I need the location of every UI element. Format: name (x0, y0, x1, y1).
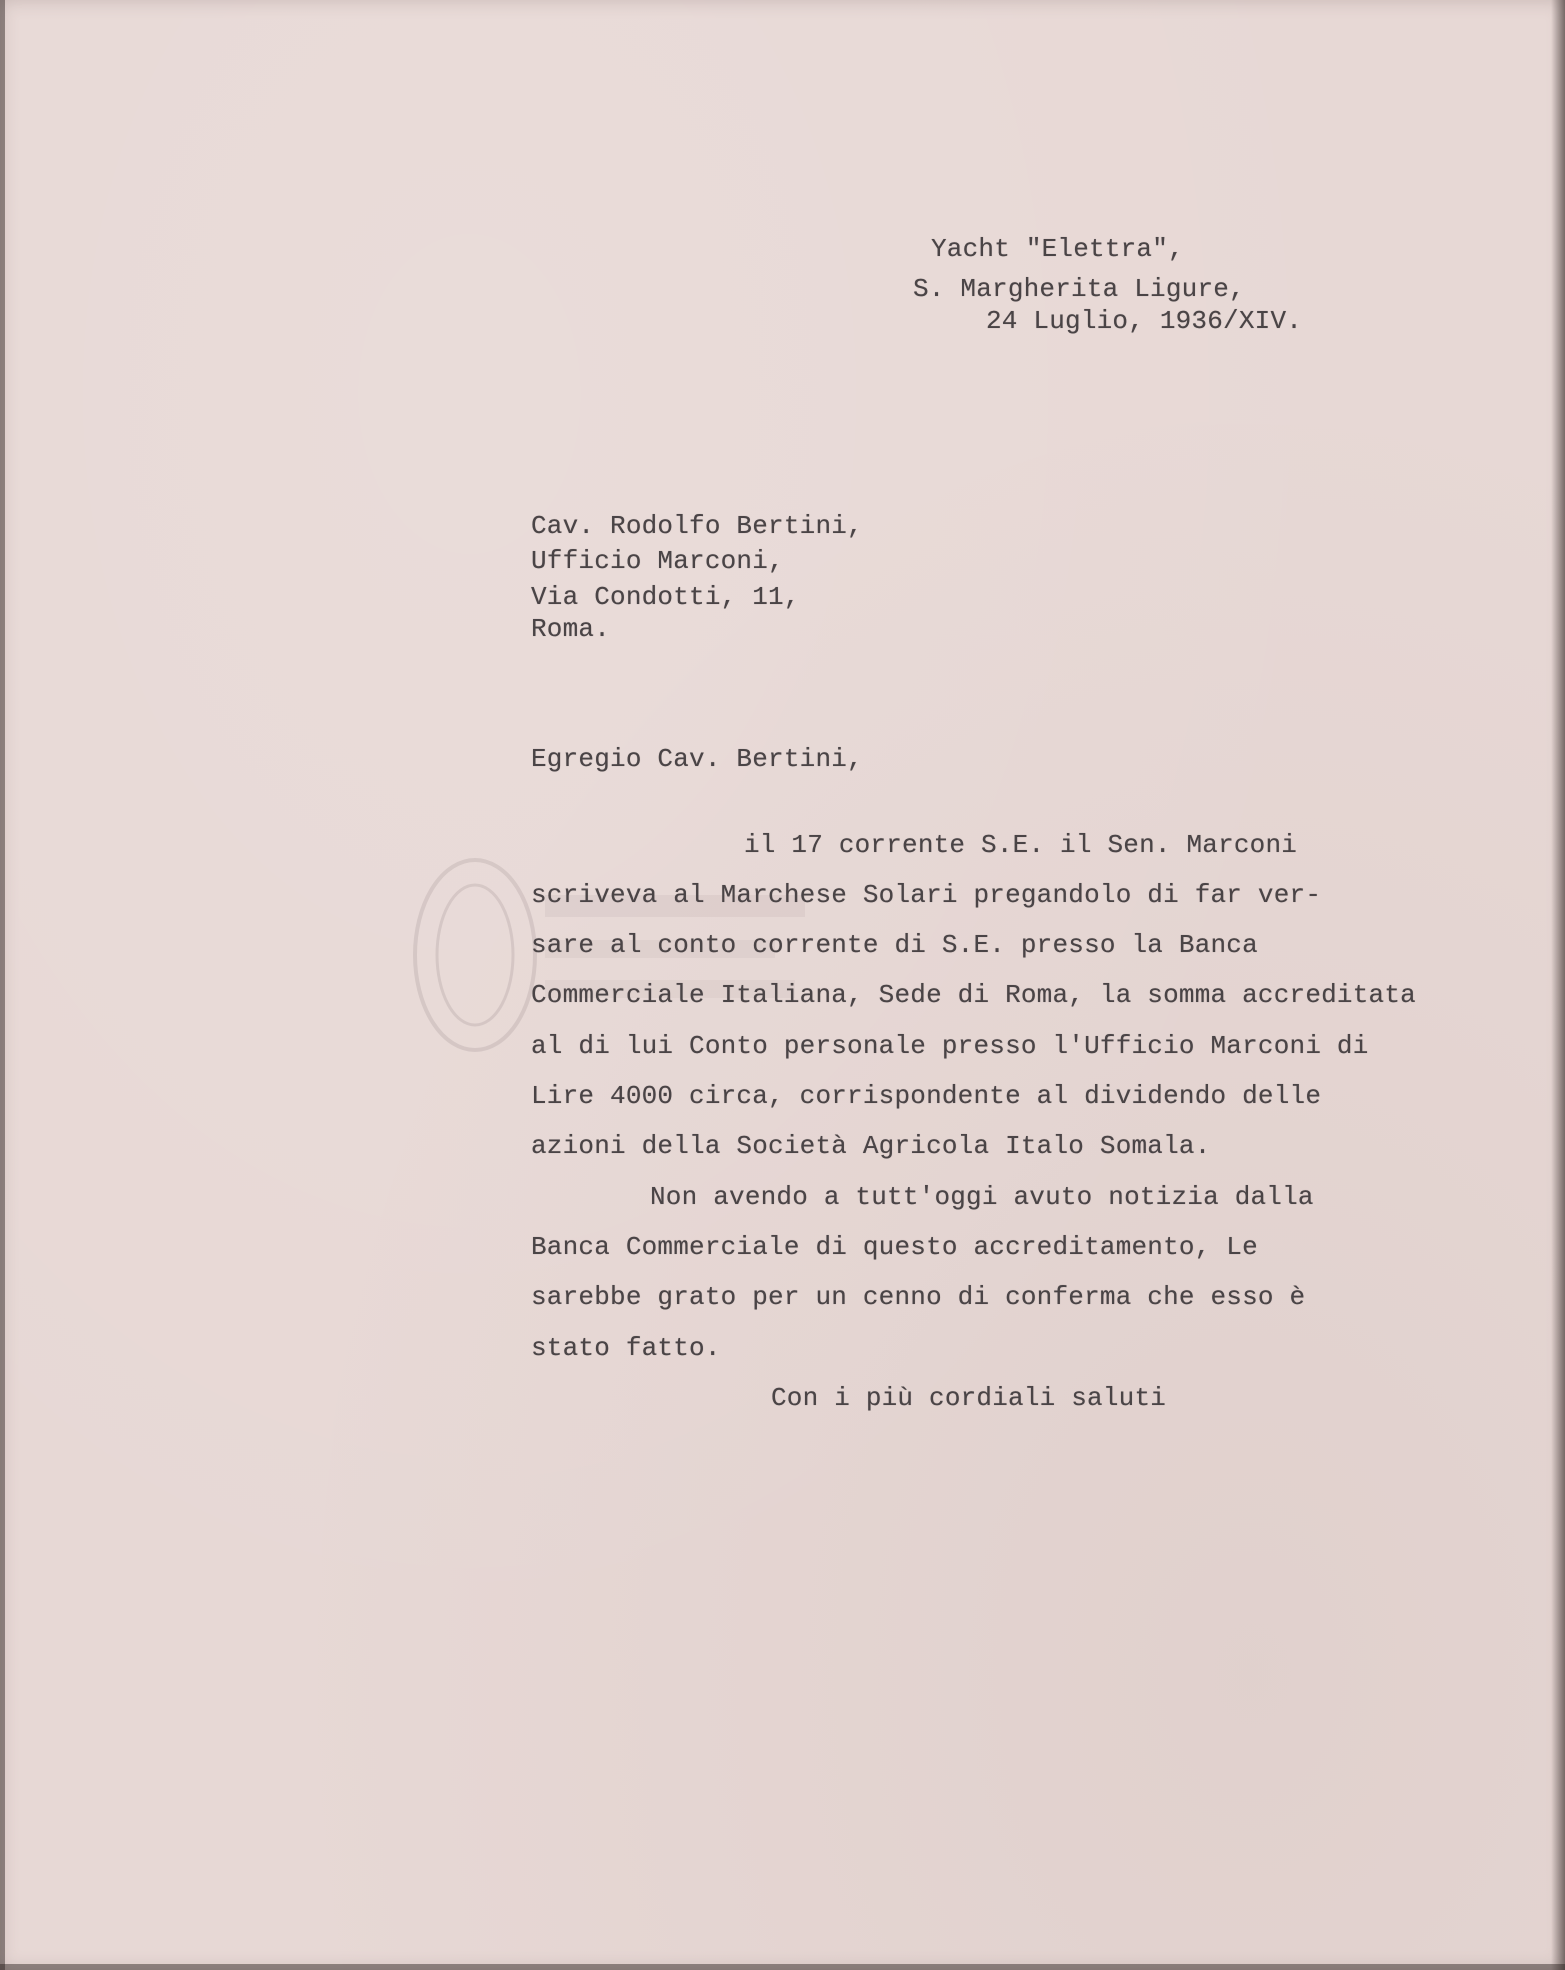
body-p1-line: azioni della Società Agricola Italo Somala. (531, 1131, 1211, 1161)
scan-edge-right (1551, 0, 1565, 1970)
header-place: S. Margherita Ligure, (913, 274, 1245, 304)
recipient-city: Roma. (531, 614, 611, 644)
body-p1-line: sare al conto corrente di S.E. presso la Banca (531, 930, 1258, 960)
closing-text: Con i più cordiali saluti (771, 1383, 1167, 1413)
scan-edge-bottom (0, 1964, 1565, 1970)
body-p2-line: Banca Commerciale di questo accreditamento, Le (531, 1232, 1258, 1262)
body-p1-line: al di lui Conto personale presso l'Ufficio Marconi di (531, 1031, 1369, 1061)
recipient-street: Via Condotti, 11, (531, 582, 800, 612)
body-p2-line: sarebbe grato per un cenno di conferma che esso è (531, 1282, 1306, 1312)
body-p1-line: Commerciale Italiana, Sede di Roma, la somma accreditata (531, 980, 1416, 1010)
salutation-text: Egregio Cav. Bertini, (531, 744, 863, 774)
body-p1-line: il 17 corrente S.E. il Sen. Marconi (744, 830, 1298, 860)
body-p2-line: stato fatto. (531, 1333, 721, 1363)
recipient-office: Ufficio Marconi, (531, 546, 784, 576)
recipient-name: Cav. Rodolfo Bertini, (531, 511, 863, 541)
header-date: 24 Luglio, 1936/XIV. (986, 306, 1303, 336)
body-p1-line: Lire 4000 circa, corrispondente al dividendo delle (531, 1081, 1322, 1111)
header-vessel: Yacht "Elettra", (931, 234, 1184, 264)
scan-edge-left (0, 0, 5, 1970)
body-p2-line: Non avendo a tutt'oggi avuto notizia dalla (650, 1182, 1314, 1212)
body-p1-line: scriveva al Marchese Solari pregandolo di far ver- (531, 880, 1322, 910)
